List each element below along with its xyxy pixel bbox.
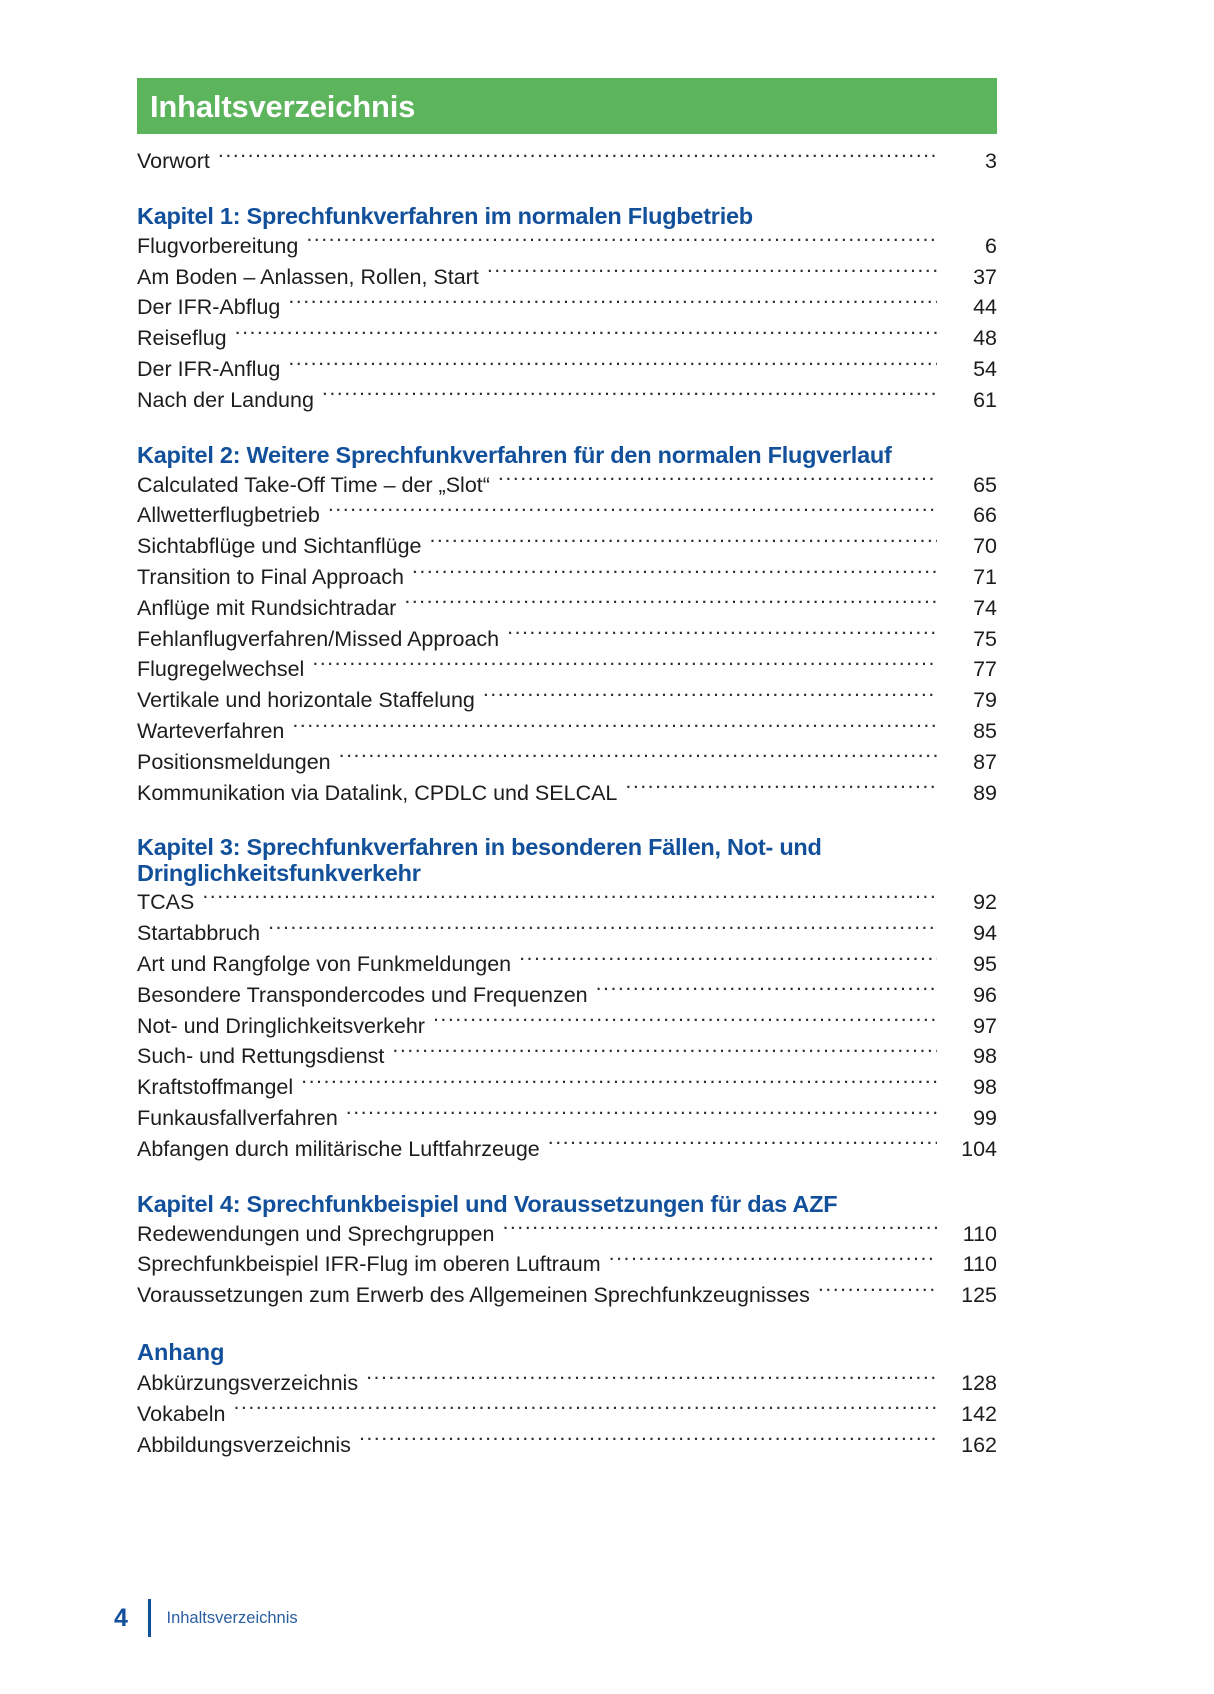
toc-entry-title: Reiseflug	[137, 326, 227, 351]
dot-leader	[346, 1103, 937, 1125]
toc-entry[interactable]	[137, 1011, 997, 1042]
toc-entry[interactable]	[137, 323, 997, 354]
chapter-heading-4: Kapitel 4: Sprechfunkbeispiel und Voraussetzungen für das AZF	[137, 1190, 838, 1217]
toc-entry-page: 48	[973, 326, 997, 351]
toc-entry-title: Der IFR-Abflug	[137, 295, 281, 320]
toc-entry-page: 85	[973, 718, 997, 743]
toc-entry-title: Kommunikation via Datalink, CPDLC und SELCAL	[137, 780, 618, 805]
toc-entry[interactable]	[137, 470, 997, 501]
page-footer	[104, 1598, 298, 1638]
toc-entry[interactable]	[137, 949, 997, 980]
toc-section-kapitel-4	[137, 1191, 997, 1311]
chapter-heading-3: Kapitel 3: Sprechfunkverfahren in besonderen Fällen, Not- und Dringlichkeitsfunkverkehr	[137, 834, 822, 887]
toc-entry-title: Allwetterflugbetrieb	[137, 503, 320, 528]
toc-section-kapitel-2	[137, 442, 997, 809]
toc-entry-page: 54	[973, 356, 997, 381]
toc-entry-page: 98	[973, 1044, 997, 1069]
dot-leader	[288, 293, 937, 315]
toc-entry-title: Vertikale und horizontale Staffelung	[137, 688, 475, 713]
toc-entry-page: 75	[973, 626, 997, 651]
toc-section-vorwort	[137, 146, 997, 177]
toc-entry[interactable]	[137, 146, 997, 177]
toc-entry[interactable]	[137, 354, 997, 385]
toc-entry[interactable]	[137, 385, 997, 416]
toc-entry[interactable]	[137, 887, 997, 918]
dot-leader	[498, 470, 937, 492]
toc-entry-page: 71	[973, 564, 997, 589]
section-heading-anhang: Anhang	[137, 1338, 225, 1365]
toc-entry-page: 65	[973, 472, 997, 497]
dot-leader	[507, 624, 937, 646]
toc-entry[interactable]	[137, 1430, 997, 1461]
toc-entry-title: Art und Rangfolge von Funkmeldungen	[137, 951, 512, 976]
dot-leader	[502, 1219, 937, 1241]
toc-entry[interactable]	[137, 624, 997, 655]
dot-leader	[312, 655, 937, 677]
dot-leader	[392, 1042, 937, 1064]
toc-entry-title: Am Boden – Anlassen, Rollen, Start	[137, 264, 479, 289]
toc-entry-title: Der IFR-Anflug	[137, 356, 281, 381]
toc-entry[interactable]	[137, 778, 997, 809]
toc-entry[interactable]	[137, 1249, 997, 1280]
dot-leader	[625, 778, 937, 800]
toc-entry-page: 128	[961, 1370, 997, 1395]
toc-entry-title: Abfangen durch militärische Luftfahrzeuge	[137, 1136, 540, 1161]
dot-leader	[548, 1134, 937, 1156]
toc-entry-title: Abbildungsverzeichnis	[137, 1432, 351, 1457]
footer-page-number: 4	[114, 1603, 128, 1632]
toc-entry[interactable]	[137, 1103, 997, 1134]
toc-entry[interactable]	[137, 1219, 997, 1250]
toc-entry-title: Flugregelwechsel	[137, 657, 305, 682]
toc-entry[interactable]	[137, 562, 997, 593]
toc-entry-page: 70	[973, 534, 997, 559]
toc-entry[interactable]	[137, 1399, 997, 1430]
toc-entry[interactable]	[137, 1280, 997, 1311]
dot-leader	[412, 562, 937, 584]
toc-entry-page: 77	[973, 657, 997, 682]
dot-leader	[609, 1250, 937, 1272]
toc-entry-page: 87	[973, 749, 997, 774]
toc-entry[interactable]	[137, 1368, 997, 1399]
toc-entry-page: 162	[961, 1432, 997, 1457]
page-title: Inhaltsverzeichnis	[150, 88, 416, 124]
dot-leader	[483, 686, 937, 708]
dot-leader	[519, 949, 937, 971]
footer-label: Inhaltsverzeichnis	[166, 1608, 298, 1627]
toc-entry-title: Anflüge mit Rundsichtradar	[137, 595, 397, 620]
toc-entry-title: TCAS	[137, 890, 195, 915]
toc-entry-page: 99	[973, 1105, 997, 1130]
toc-entry-title: Sprechfunkbeispiel IFR-Flug im oberen Luftraum	[137, 1252, 601, 1277]
dot-leader	[366, 1368, 937, 1390]
chapter-heading-1: Kapitel 1: Sprechfunkverfahren im normalen Flugbetrieb	[137, 202, 753, 229]
dot-leader	[322, 385, 937, 407]
toc-entry-title: Flugvorbereitung	[137, 233, 299, 258]
toc-entry-title: Funkausfallverfahren	[137, 1105, 338, 1130]
toc-entry-title: Fehlanflugverfahren/Missed Approach	[137, 626, 500, 651]
toc-entry-page: 110	[962, 1252, 997, 1277]
dot-leader	[301, 1073, 937, 1095]
toc-entry[interactable]	[137, 918, 997, 949]
dot-leader	[235, 324, 937, 346]
dot-leader	[404, 593, 937, 615]
toc-entry-page: 110	[962, 1221, 997, 1246]
toc-entry-title: Vokabeln	[137, 1401, 226, 1426]
toc-entry-title: Nach der Landung	[137, 387, 314, 412]
toc-entry[interactable]	[137, 593, 997, 624]
toc-entry-title: Such- und Rettungsdienst	[137, 1044, 385, 1069]
toc-section-kapitel-3	[137, 834, 997, 1164]
toc-entry-page: 89	[973, 780, 997, 805]
dot-leader	[288, 354, 937, 376]
toc-entry-title: Abkürzungsverzeichnis	[137, 1370, 359, 1395]
dot-leader	[339, 747, 937, 769]
toc-entry[interactable]	[137, 262, 997, 293]
toc-entry-page: 61	[973, 387, 997, 412]
toc-entry[interactable]	[137, 747, 997, 778]
toc-entry-title: Sichtabflüge und Sichtanflüge	[137, 534, 422, 559]
toc-section-anhang	[137, 1339, 997, 1460]
toc-entry[interactable]	[137, 716, 997, 747]
dot-leader	[596, 980, 937, 1002]
toc-entry-title: Redewendungen und Sprechgruppen	[137, 1221, 495, 1246]
toc-entry-page: 3	[985, 149, 997, 173]
toc-content	[137, 78, 997, 1460]
toc-entry-page: 96	[973, 982, 997, 1007]
toc-entry-title: Besondere Transpondercodes und Frequenzen	[137, 982, 588, 1007]
dot-leader	[268, 919, 937, 941]
toc-entry-page: 104	[961, 1136, 997, 1161]
toc-entry[interactable]	[137, 1134, 997, 1165]
toc-entry-page: 92	[973, 890, 997, 915]
footer-divider	[148, 1599, 151, 1637]
toc-entry-title: Transition to Final Approach	[137, 564, 404, 589]
toc-entry-title: Kraftstoffmangel	[137, 1075, 294, 1100]
dot-leader	[328, 501, 937, 523]
toc-entry[interactable]	[137, 1072, 997, 1103]
page-title-banner	[137, 78, 997, 134]
dot-leader	[233, 1399, 937, 1421]
toc-entry-page: 66	[973, 503, 997, 528]
toc-entry[interactable]	[137, 685, 997, 716]
toc-entry[interactable]	[137, 500, 997, 531]
toc-entry-page: 79	[973, 688, 997, 713]
dot-leader	[202, 888, 937, 910]
toc-entry-page: 94	[973, 921, 997, 946]
toc-entry[interactable]	[137, 1041, 997, 1072]
toc-entry-page: 37	[973, 264, 997, 289]
toc-entry-title: Vorwort	[137, 149, 210, 173]
toc-entry-title: Startabbruch	[137, 921, 261, 946]
dot-leader	[292, 716, 937, 738]
toc-entry-page: 95	[973, 951, 997, 976]
dot-leader	[430, 532, 938, 554]
dot-leader	[487, 262, 937, 284]
toc-entry-title: Positionsmeldungen	[137, 749, 331, 774]
toc-entry[interactable]	[137, 654, 997, 685]
toc-entry-title: Not- und Dringlichkeitsverkehr	[137, 1013, 425, 1038]
toc-entry[interactable]	[137, 231, 997, 262]
chapter-heading-2: Kapitel 2: Weitere Sprechfunkverfahren für den normalen Flugverlauf	[137, 441, 892, 468]
toc-entry-page: 74	[973, 595, 997, 620]
toc-entry-page: 142	[961, 1401, 997, 1426]
toc-entry[interactable]	[137, 292, 997, 323]
toc-section-kapitel-1	[137, 203, 997, 416]
toc-entry-page: 125	[961, 1283, 997, 1308]
dot-leader	[306, 231, 937, 253]
toc-entry-title: Voraussetzungen zum Erwerb des Allgemeinen Sprechfunkzeugnisses	[137, 1283, 810, 1308]
toc-entry-page: 44	[973, 295, 997, 320]
toc-entry-page: 98	[973, 1075, 997, 1100]
toc-entry[interactable]	[137, 980, 997, 1011]
dot-leader	[433, 1011, 937, 1033]
toc-entry-title: Warteverfahren	[137, 718, 285, 743]
toc-entry-page: 97	[973, 1013, 997, 1038]
dot-leader	[818, 1281, 937, 1303]
dot-leader	[218, 147, 937, 169]
dot-leader	[359, 1430, 937, 1452]
toc-entry-page: 6	[985, 233, 997, 258]
toc-entry-title: Calculated Take-Off Time – der „Slot“	[137, 472, 490, 497]
toc-entry[interactable]	[137, 531, 997, 562]
